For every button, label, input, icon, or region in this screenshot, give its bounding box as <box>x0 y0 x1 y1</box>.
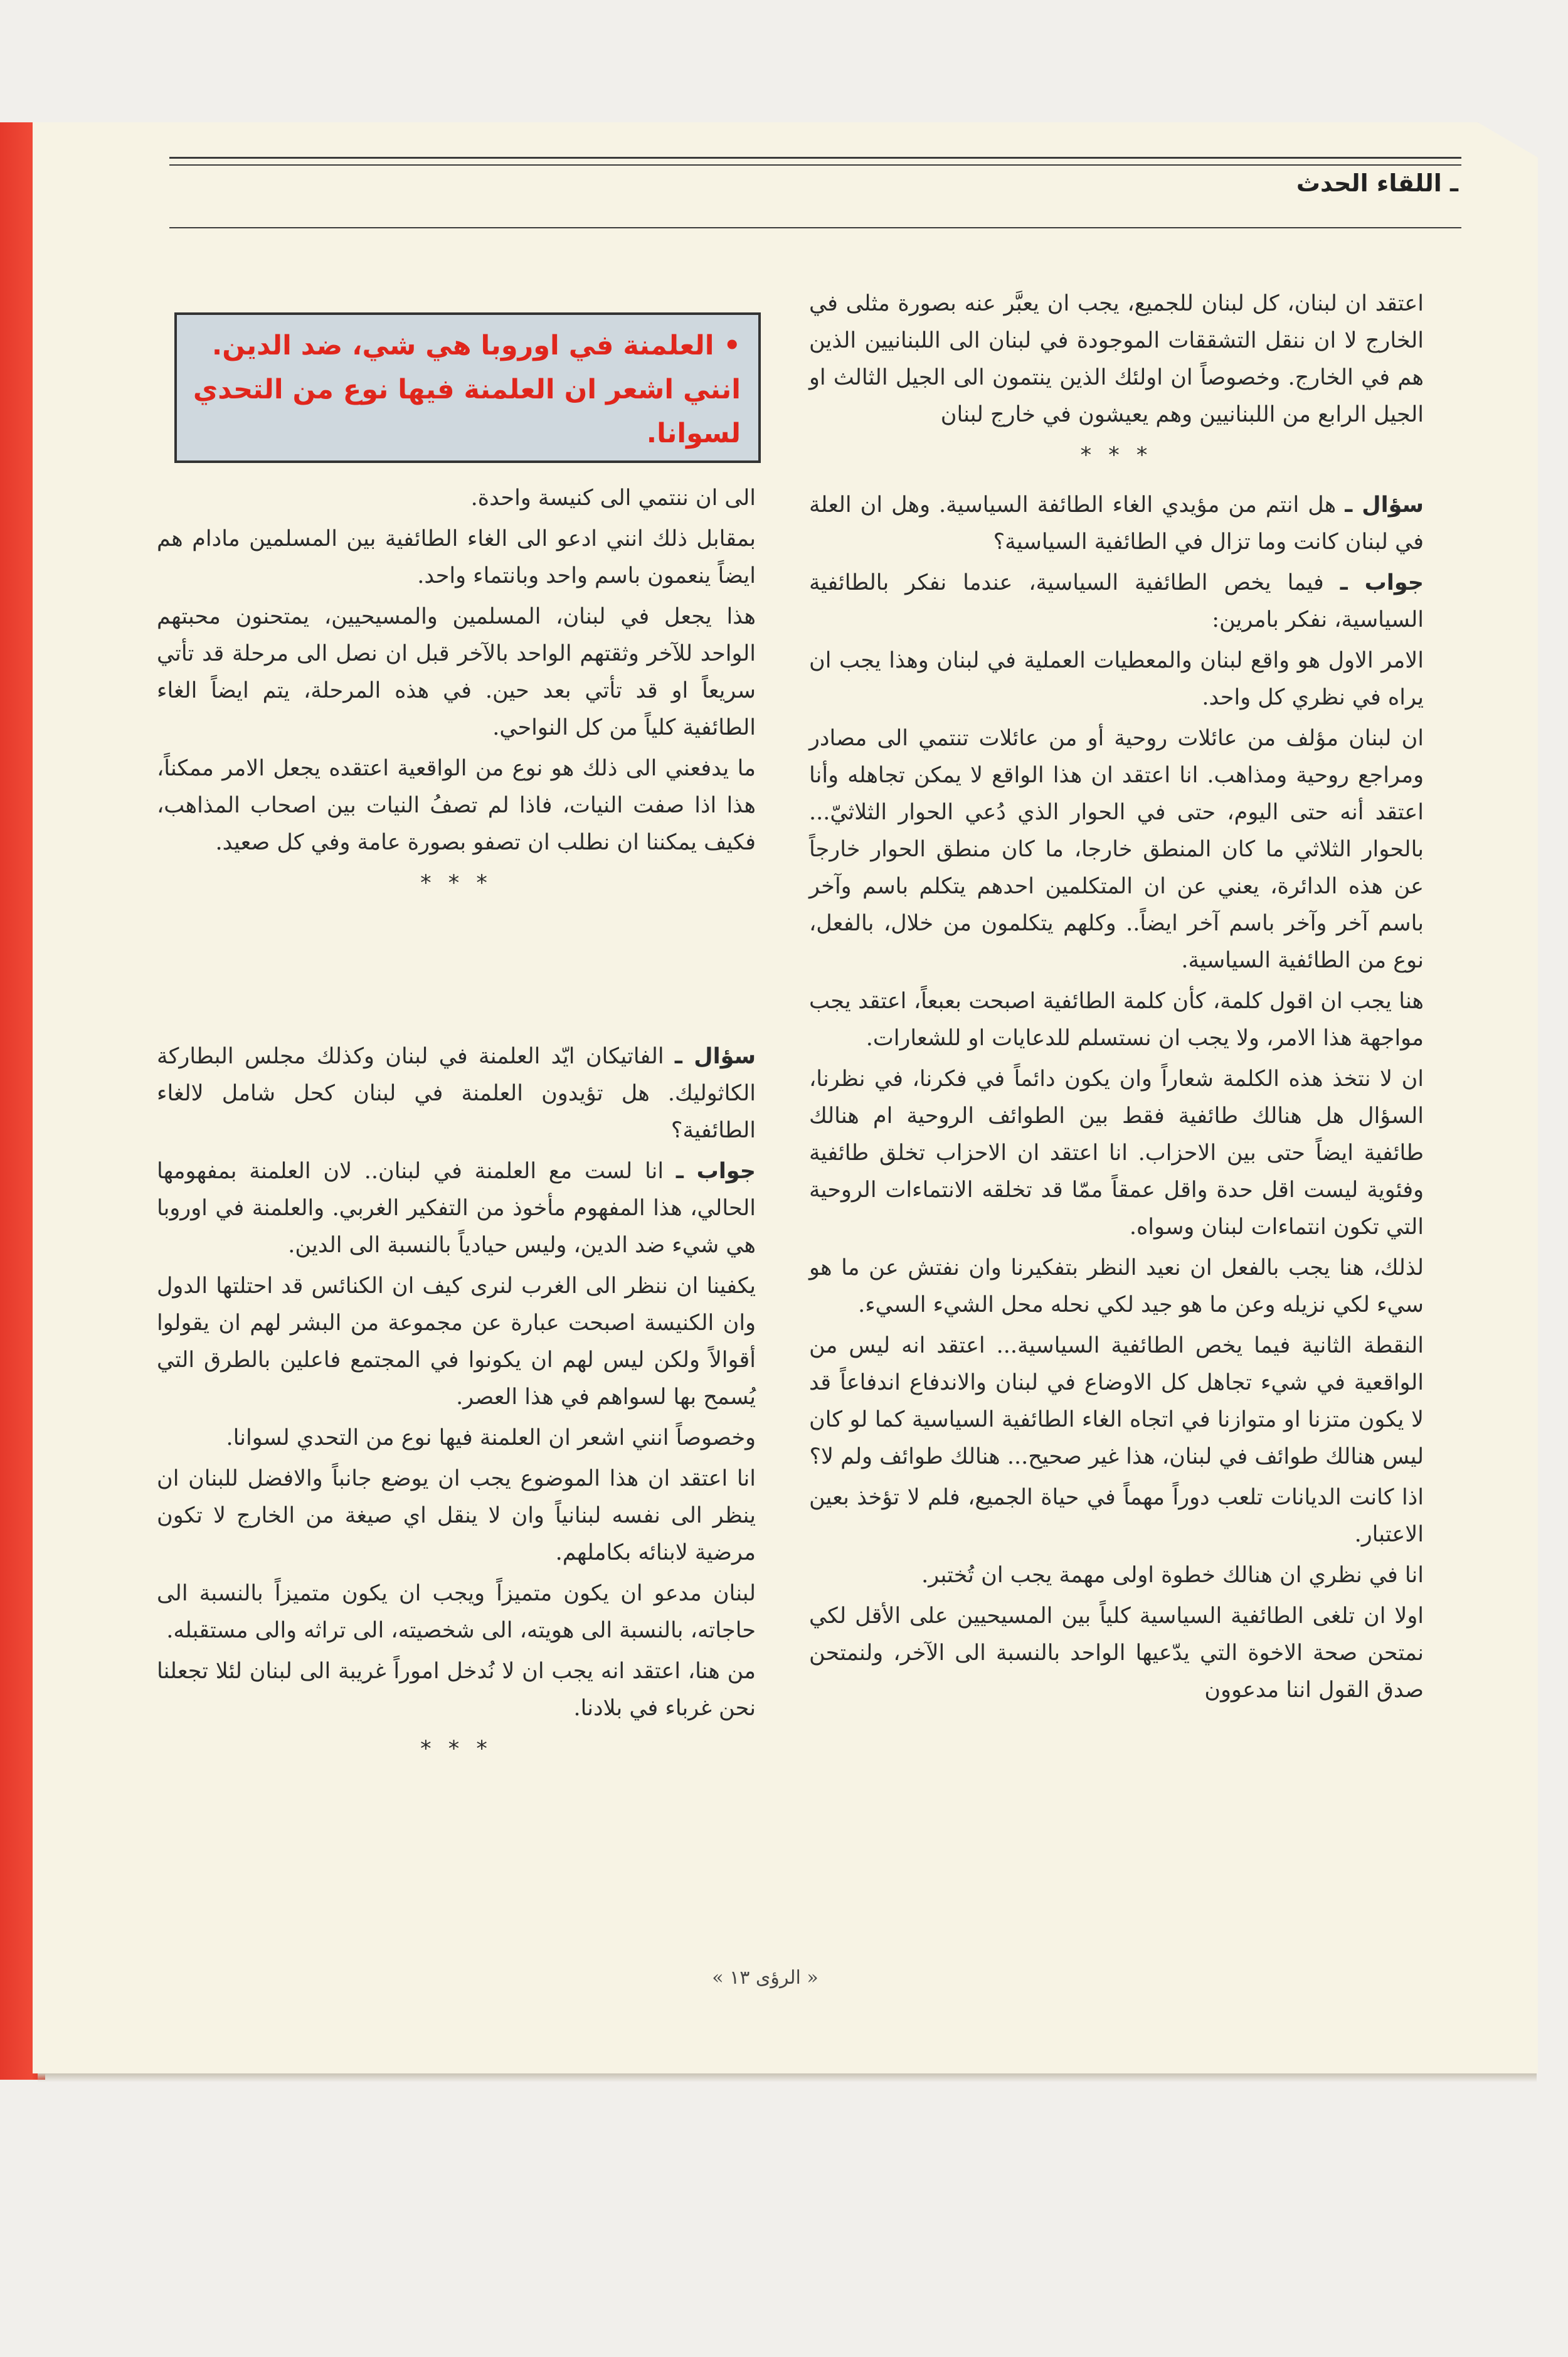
left-column-bottom <box>157 1038 756 1780</box>
answer-label: جواب ـ <box>675 1159 756 1184</box>
header-rule-bottom <box>169 227 1461 228</box>
paragraph: اولا ان تلغى الطائفية السياسية كلياً بين المسيحيين على الأقل لكي نمتحن صحة الاخوة التي يدّعيها الواحد بالنسبة الى الآخر، ولنمتحن صدق القول اننا مدعوون <box>809 1604 1424 1703</box>
paragraph: من هنا، اعتقد انه يجب ان لا نُدخل اموراً غريبة الى لبنان لئلا تجعلنا نحن غرباء في بلادنا. <box>157 1659 756 1721</box>
paragraph: انا اعتقد ان هذا الموضوع يجب ان يوضع جانباً والافضل للبنان ان ينظر الى نفسه لبنانياً وان لا ينقل اي صيغة من الخارج لا تكون مرضية لابنائه بكاملهم. <box>157 1466 756 1565</box>
right-column <box>809 285 1424 1713</box>
question-label: سؤال ـ <box>674 1044 756 1069</box>
answer-text: فيما يخص الطائفية السياسية، عندما نفكر بالطائفية السياسية، نفكر بامرين: <box>809 570 1424 632</box>
paragraph: ما يدفعني الى ذلك هو نوع من الواقعية اعتقده يجعل الامر ممكناً، هذا اذا صفت النيات، فاذا لم تصفُ النيات بين اصحاب المذاهب، فكيف يمكننا ان نطلب ان تصفو بصورة عامة وفي كل صعيد. <box>157 756 756 855</box>
separator-stars: * * * <box>420 871 492 896</box>
header-rule-top <box>169 157 1461 159</box>
paragraph: ان لا نتخذ هذه الكلمة شعاراً وان يكون دائماً في فكرنا، في نظرنا، السؤال هل هنالك طائفية فقط بين الطوائف الروحية ام هنالك طائفية ايضاً حتى بين الاحزاب. انا اعتقد ان الاحزاب تخلق طائفية وفئوية ليست اقل حدة واقل عمقاً ممّا قد تخلقه الانتماءات الروحية التي تكون انتماءات لبنان وسواه. <box>809 1067 1424 1240</box>
paragraph: النقطة الثانية فيما يخص الطائفية السياسية... اعتقد انه ليس من الواقعية في شيء تجاهل كل الاوضاع في لبنان والاندفاع اندفاعاً قد لا يكون متزنا او متوازنا في اتجاه الغاء الطائفية السياسية كما لو كان ليس هنالك طوائف في لبنان، هذا غير صحيح... هنالك طوائف ولم لا؟ <box>809 1333 1424 1469</box>
paragraph: يكفينا ان ننظر الى الغرب لنرى كيف ان الكنائس قد احتلتها الدول وان الكنيسة اصبحت عبارة عن مجموعة من البشر لهم ان يقولوا أقوالاً ولكن ليس لهم ان يكونوا في المجتمع فاعلين بالطرق التي يُسمح بها لسواهم في هذا العصر. <box>157 1274 756 1410</box>
header-rule-top-2 <box>169 164 1461 166</box>
question-text: هل انتم من مؤيدي الغاء الطائفة السياسية. وهل ان العلة في لبنان كانت وما تزال في الطائفية السياسية؟ <box>809 492 1424 555</box>
page-number-footer: « الرؤى ١٣ » <box>712 1967 818 1989</box>
paragraph: هنا يجب ان اقول كلمة، كأن كلمة الطائفية اصبحت بعبعاً، اعتقد يجب مواجهة هذا الامر، ولا يجب ان نستسلم للدعايات او للشعارات. <box>809 989 1424 1051</box>
paragraph: الامر الاول هو واقع لبنان والمعطيات العملية في لبنان وهذا يجب ان يراه في نظري كل واحد. <box>809 648 1424 710</box>
question-text: الفاتيكان ايّد العلمنة في لبنان وكذلك مجلس البطاركة الكاثوليك. هل تؤيدون العلمنة في لبنان كحل شامل لالغاء الطائفية؟ <box>157 1044 756 1143</box>
pull-quote-box: • العلمنة في اوروبا هي شي، ضد الدين. انني اشعر ان العلمنة فيها نوع من التحدي لسوانا. <box>174 312 761 463</box>
paragraph: بمقابل ذلك انني ادعو الى الغاء الطائفية بين المسلمين مادام هم ايضاً ينعمون باسم واحد وبانتماء واحد. <box>157 526 756 588</box>
paragraph: اعتقد ان لبنان، كل لبنان للجميع، يجب ان يعبَّر عنه بصورة مثلى في الخارج لا ان ننقل التشققات الموجودة في لبنان الى اللبنانيين الذين هم في الخارج. وخصوصاً ان اولئك الذين ينتمون الى الجيل الثالث او الجيل الرابع من اللبنانيين وهم يعيشون في خارج لبنان <box>809 291 1424 427</box>
question <box>157 1038 756 1149</box>
paragraph: الى ان ننتمي الى كنيسة واحدة. <box>470 486 756 511</box>
separator-stars: * * * <box>1080 443 1153 468</box>
section-title: ـ اللقاء الحدث <box>1296 169 1458 197</box>
paragraph: وخصوصاً انني اشعر ان العلمنة فيها نوع من التحدي لسوانا. <box>226 1425 756 1450</box>
answer-text: انا لست مع العلمنة في لبنان.. لان العلمنة بمفهومها الحالي، هذا المفهوم مأخوذ من التفكير الغربي. والعلمنة في اوروبا هي شيء ضد الدين، وليس حيادياً بالنسبة الى الدين. <box>157 1159 756 1258</box>
paragraph: انا في نظري ان هنالك خطوة اولى مهمة يجب ان تُختبر. <box>921 1563 1424 1588</box>
answer <box>809 565 1424 639</box>
paragraph: ان لبنان مؤلف من عائلات روحية أو من عائلات تنتمي الى مصادر ومراجع روحية ومذاهب. انا اعتقد ان هذا الواقع لا يمكن تجاهله وأنا اعتقد أنه حتى اليوم، حتى في الحوار الذي دُعي الحوار الثلاثيّ... بالحوار الثلاثي ما كان المنطق خارجا، ما كان منطق الحوار خارجاً عن هذه الدائرة، يعني عن ان المتكلمين احدهم يتكلم باسم وآخر باسم آخر وآخر باسم آخر ايضاً.. وكلهم يتكلمون من خلال، بالفعل، نوع من الطائفية السياسية. <box>809 726 1424 973</box>
answer <box>157 1153 756 1264</box>
page-shadow <box>38 2073 1537 2082</box>
paragraph: هذا يجعل في لبنان، المسلمين والمسيحيين، يمتحنون محبتهم الواحد للآخر وثقتهم الواحد بالآخر قبل ان نصل الى مرحلة قد تأتي سريعاً او قد تأتي بعد حين. في هذه المرحلة، يتم ايضاً الغاء الطائفية كلياً من كل النواحي. <box>157 604 756 740</box>
paragraph: لبنان مدعو ان يكون متميزاً ويجب ان يكون متميزاً بالنسبة الى حاجاته، بالنسبة الى هويته، الى شخصيته، الى تراثه والى مستقبله. <box>157 1581 756 1643</box>
separator-stars: * * * <box>420 1737 492 1762</box>
question-label: سؤال ـ <box>1345 492 1424 518</box>
left-column-top <box>157 480 756 915</box>
paragraph: لذلك، هنا يجب بالفعل ان نعيد النظر بتفكيرنا وان نفتش عن ما هو سيء لكي نزيله وعن ما هو جيد لكي نحله محل الشيء السيء. <box>809 1255 1424 1317</box>
paragraph: اذا كانت الديانات تلعب دوراً مهماً في حياة الجميع، فلم لا تؤخذ بعين الاعتبار. <box>809 1485 1424 1547</box>
question <box>809 487 1424 561</box>
answer-label: جواب ـ <box>1340 570 1424 595</box>
